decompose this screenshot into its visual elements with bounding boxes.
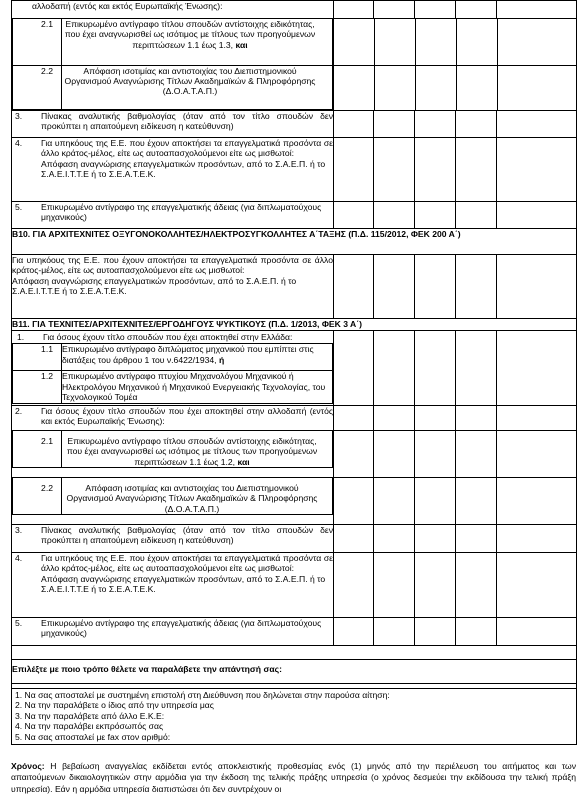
checkbox-cell[interactable] [334, 65, 374, 110]
checkbox-cell[interactable] [497, 478, 577, 525]
text: Επικυρωμένο αντίγραφο πτυχίου Μηχανολόγου Μηχανικού ή Ηλεκτρολόγου Μηχανικού ή Μηχανικού Ενεργειακής Τεχνολογίας, του Τεχνολογικού Τομέα [62, 371, 333, 403]
checkbox-cell[interactable] [334, 202, 374, 229]
checkbox-cell[interactable] [334, 478, 374, 525]
checkbox-cell[interactable] [374, 255, 415, 319]
checkbox-cell[interactable] [415, 1, 456, 19]
checkbox-cell[interactable] [497, 65, 577, 110]
item-number: 2.1 [13, 19, 62, 65]
delivery-options [12, 689, 577, 745]
row-b11-grades [12, 525, 334, 553]
checkbox-cell[interactable] [334, 331, 374, 406]
checkbox-cell[interactable] [497, 138, 577, 202]
delivery-option-fax[interactable]: 5. Να σας αποσταλεί με fax στον αριθμό: [15, 731, 171, 742]
row-b11-2-1 [12, 431, 334, 478]
checkbox-cell[interactable] [374, 478, 415, 525]
item-number: 1.2 [13, 371, 62, 403]
checkbox-cell[interactable] [456, 525, 497, 553]
text: Πίνακας αναλυτικής βαθμολογίας (όταν από τον τίτλο σπουδών δεν προκύπτει η απαιτούμενη ειδίκευση η κατεύθυνση) [41, 111, 333, 132]
text: Απόφαση αναγνώρισης επαγγελματικών προσόντων, από το Σ.Α.Ε.Π. ή το Σ.Α.Ε.Ι.Τ.Τ.Ε ή το Σ.Ε.Α.Τ.Ε.Κ. [41, 573, 326, 595]
delivery-option-other-eke[interactable]: 3. Να την παραλάβετε από άλλο Ε.Κ.Ε: [15, 710, 165, 721]
checkbox-cell[interactable] [497, 331, 577, 406]
checkbox-cell[interactable] [334, 406, 374, 431]
checkbox-cell[interactable] [415, 65, 456, 110]
checkbox-cell[interactable] [497, 406, 577, 431]
text: Επικυρωμένο αντίγραφο της επαγγελματικής άδειας (για διπλωματούχους μηχανικούς) [41, 202, 322, 223]
checkbox-cell[interactable] [456, 618, 497, 646]
checkbox-cell[interactable] [456, 19, 497, 65]
checkbox-cell[interactable] [374, 65, 415, 110]
text: Πίνακας αναλυτικής βαθμολογίας (όταν από τον τίτλο σπουδών δεν προκύπτει η απαιτούμενη ειδίκευση η κατεύθυνση) [41, 525, 333, 546]
checkbox-cell[interactable] [415, 618, 456, 646]
checkbox-cell[interactable] [374, 406, 415, 431]
item-number: 2.2 [13, 478, 62, 515]
item-number: 1.1 [13, 344, 62, 371]
text: Απόφαση ισοτιμίας και αντιστοιχίας του Διεπιστημονικού Οργανισμού Αναγνώρισης Τίτλων Ακαδημαϊκών & Πληροφόρησης (Δ.Ο.Α.Τ.Α.Π.) [62, 478, 333, 515]
item-number: 2. [15, 406, 23, 416]
delivery-option-registered-mail[interactable]: 1. Να σας αποσταλεί με συστημένη επιστολή στη Διεύθυνση που δηλώνεται στην παρούσα αίτηση: [15, 690, 390, 700]
checkbox-cell[interactable] [497, 525, 577, 553]
text: Για υπηκόους της Ε.Ε. που έχουν αποκτήσει τα επαγγελματικά προσόντα σε άλλο κράτος-μέλος, είτε ως αυτοαπασχολούμενοι είτε ως μισθωτοί: [41, 138, 333, 159]
row-b11-foreign-degree [12, 406, 334, 431]
text: αλλοδαπή (εντός και εκτός Ευρωπαϊκής Ένωσης): [32, 1, 223, 11]
checkbox-cell[interactable] [456, 478, 497, 525]
checkbox-cell[interactable] [456, 255, 497, 319]
item-number: 5. [15, 618, 23, 628]
item-number: 4. [15, 138, 23, 148]
text: Β10. ΓΙΑ ΑΡΧΙΤΕΧΝΙΤΕΣ ΟΞΥΓΟΝΟΚΟΛΛΗΤΕΣ/ΗΛΕΚΤΡΟΣΥΓΚΟΛΛΗΤΕΣ Α΄ΤΑΞΗΣ (Π.Δ. 115/2012, ΦΕΚ 200 Α΄) [12, 229, 461, 239]
checkbox-cell[interactable] [374, 1, 415, 19]
checkbox-cell[interactable] [415, 138, 456, 202]
checkbox-cell[interactable] [456, 202, 497, 229]
spacer-row [12, 646, 577, 660]
checkbox-cell[interactable] [415, 111, 456, 138]
bold-conj: και [237, 456, 250, 467]
delivery-option-in-person[interactable]: 2. Να την παραλάβετε ο ίδιος από την υπηρεσία μας [15, 700, 214, 711]
text: Για υπηκόους της Ε.Ε. που έχουν αποκτήσει τα επαγγελματικά προσόντα σε άλλο κράτος-μέλος, είτε ως αυτοαπασχολούμενοι είτε ως μισθωτοί: [41, 553, 333, 574]
checkbox-cell[interactable] [456, 138, 497, 202]
delivery-heading [12, 660, 577, 684]
text: Επικυρωμένο αντίγραφο διπλώματος μηχανικού που εμπίπτει στις διατάξεις του άρθρου 1 του ν.6422/1934, [62, 344, 314, 365]
checkbox-cell[interactable] [334, 431, 374, 478]
bold-conj: ή [218, 354, 225, 365]
checkbox-cell[interactable] [334, 111, 374, 138]
checkbox-cell[interactable] [497, 431, 577, 478]
checkbox-cell[interactable] [456, 65, 497, 110]
checkbox-cell[interactable] [374, 331, 415, 406]
row-b10-eu [12, 255, 334, 319]
checkbox-cell[interactable] [456, 406, 497, 431]
row-b11-license [12, 618, 334, 646]
item-number: 5. [15, 202, 23, 212]
text: Β11. ΓΙΑ ΤΕΧΝΙΤΕΣ/ΑΡΧΙΤΕΧΝΙΤΕΣ/ΕΡΓΟΔΗΓΟΥΣ ΨΥΚΤΙΚΟΥΣ (Π.Δ. 1/2013, ΦΕΚ 3 Α΄) [12, 319, 362, 329]
checkbox-cell[interactable] [415, 255, 456, 319]
checkbox-cell[interactable] [456, 1, 497, 19]
checkbox-cell[interactable] [456, 331, 497, 406]
checkbox-cell[interactable] [415, 553, 456, 618]
checkbox-cell[interactable] [334, 19, 374, 65]
section-b11-title [12, 319, 577, 331]
checkbox-cell[interactable] [497, 19, 577, 65]
text: Επικυρωμένο αντίγραφο της επαγγελματικής άδειας (για διπλωματούχους μηχανικούς) [41, 618, 322, 639]
checkbox-cell[interactable] [374, 618, 415, 646]
checkbox-cell[interactable] [497, 202, 577, 229]
requirements-table [11, 0, 577, 745]
checkbox-cell[interactable] [497, 1, 577, 19]
checkbox-cell[interactable] [415, 19, 456, 65]
checkbox-cell[interactable] [374, 138, 415, 202]
checkbox-cell[interactable] [497, 255, 577, 319]
checkbox-cell[interactable] [415, 331, 456, 406]
section-b10-title [12, 229, 577, 255]
text: Για όσους έχουν τίτλο σπουδών που έχει αποκτηθεί στην Ελλάδα: [43, 332, 293, 342]
text: Η βεβαίωση αναγγελίας εκδίδεται εντός αποκλειστικής προθεσμίας ενός (1) μηνός από την περιέλευση του αιτήματος και των απαιτούμενων δικαιολογητικών στην αρμόδια για την έκδοση της τελικής πράξης υπηρεσία (ο χρόνος δεσμεύει την εκδίδουσα την τελική πράξη υπηρεσία). Εάν η αρμόδια υπηρεσία διαπιστώσει ότι δεν συντρέχουν οι [11, 761, 577, 794]
row-b11-greek-degree [12, 331, 334, 406]
row-eu-recognition [12, 138, 334, 202]
checkbox-cell[interactable] [415, 525, 456, 553]
delivery-option-representative[interactable]: 4. Να την παραλάβει εκπρόσωπός σας [15, 721, 164, 732]
checkbox-cell[interactable] [415, 431, 456, 478]
label: Χρόνος: [11, 761, 45, 771]
item-number: 4. [15, 553, 23, 563]
checkbox-cell[interactable] [374, 111, 415, 138]
checkbox-cell[interactable] [374, 525, 415, 553]
checkbox-cell[interactable] [334, 618, 374, 646]
item-number: 2.2 [13, 65, 62, 109]
checkbox-cell[interactable] [374, 19, 415, 65]
item-number: 1. [17, 332, 25, 342]
item-number: 3. [15, 525, 23, 535]
row-b11-eu [12, 553, 334, 618]
bold-conj: και [235, 39, 248, 50]
checkbox-cell[interactable] [415, 478, 456, 525]
row-grades [12, 111, 334, 138]
checkbox-cell[interactable] [334, 525, 374, 553]
checkbox-cell[interactable] [415, 202, 456, 229]
row-license [12, 202, 334, 229]
text: Για υπηκόους της Ε.Ε. που έχουν αποκτήσει τα επαγγελματικά προσόντα σε άλλο κράτος-μέλος, είτε ως αυτοαπασχολούμενοι είτε ως μισθωτοί: [12, 255, 333, 276]
item-number: 3. [15, 111, 23, 121]
text: Απόφαση αναγνώρισης επαγγελματικών προσόντων, από το Σ.Α.Ε.Π. ή το Σ.Α.Ε.Ι.Τ.Τ.Ε ή το Σ.Ε.Α.Τ.Ε.Κ. [41, 158, 326, 180]
checkbox-cell[interactable] [334, 255, 374, 319]
time-limit-paragraph [11, 761, 576, 795]
text: Για όσους έχουν τίτλο σπουδών που έχει αποκτηθεί στην αλλοδαπή (εντός και εκτός Ευρωπαϊκής Ένωσης): [41, 406, 333, 427]
text: Απόφαση ισοτιμίας και αντιστοιχίας του Διεπιστημονικού Οργανισμού Αναγνώρισης Τίτλων Ακαδημαϊκών & Πληροφόρησης (Δ.Ο.Α.Τ.Α.Π.) [62, 65, 333, 109]
text: Απόφαση αναγνώρισης επαγγελματικών προσόντων, από το Σ.Α.Ε.Π. ή το Σ.Α.Ε.Ι.Τ.Τ.Ε ή το Σ.Ε.Α.Τ.Ε.Κ. [12, 275, 297, 297]
checkbox-cell[interactable] [497, 111, 577, 138]
checkbox-cell[interactable] [374, 431, 415, 478]
checkbox-cell[interactable] [456, 111, 497, 138]
row-foreign-degree-cont [12, 1, 334, 19]
checkbox-cell[interactable] [456, 431, 497, 478]
checkbox-cell[interactable] [374, 553, 415, 618]
checkbox-cell[interactable] [334, 553, 374, 618]
checkbox-cell[interactable] [497, 618, 577, 646]
checkbox-cell[interactable] [334, 1, 374, 19]
text: Επικυρωμένο αντίγραφο τίτλου σπουδών αντίστοιχης ειδικότητας, που έχει αναγνωρισθεί ως ισότιμος με τίτλους των προηγούμενων περιπτώσεων 1.1 έως 1.3, [64, 19, 316, 50]
checkbox-cell[interactable] [415, 406, 456, 431]
item-number: 2.1 [13, 431, 62, 468]
row-foreign-subitems [12, 19, 334, 111]
row-b11-2-2 [12, 478, 334, 525]
checkbox-cell[interactable] [374, 202, 415, 229]
text: Επικυρωμένο αντίγραφο τίτλου σπουδών αντίστοιχης ειδικότητας, που έχει αναγνωρισθεί ως ισότιμος με τίτλους των προηγούμενων περιπτώσεων 1.1 έως 1.2, [66, 436, 318, 467]
checkbox-cell[interactable] [456, 553, 497, 618]
text: Επιλέξτε με ποιο τρόπο θέλετε να παραλάβετε την απάντησή σας: [12, 664, 282, 674]
checkbox-cell[interactable] [497, 553, 577, 618]
checkbox-cell[interactable] [334, 138, 374, 202]
